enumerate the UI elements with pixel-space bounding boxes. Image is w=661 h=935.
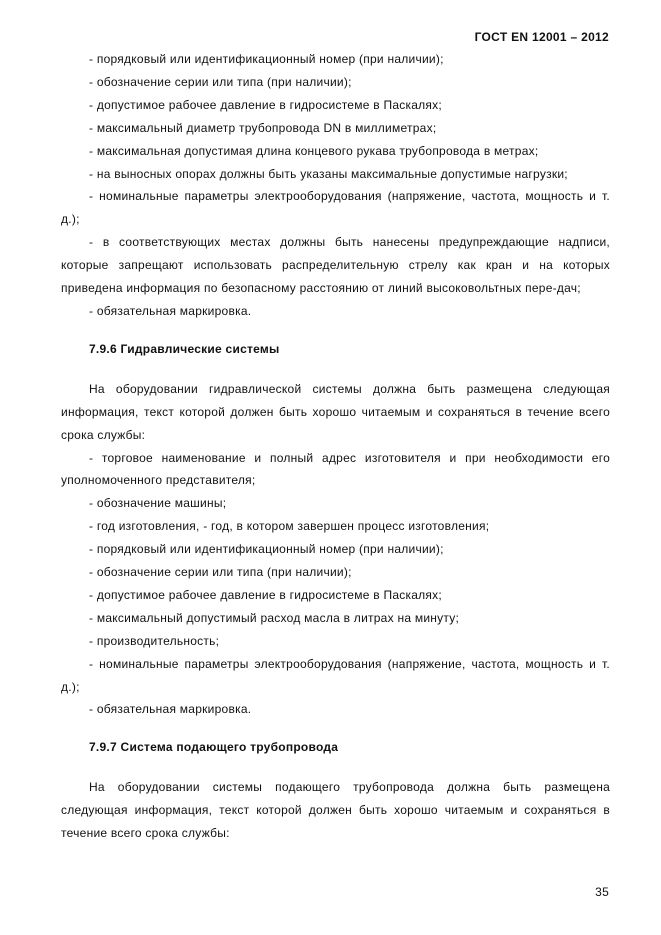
list-item: - на выносных опорах должны быть указаны максимальные допустимые нагрузки; bbox=[89, 166, 568, 181]
list-item: - допустимое рабочее давление в гидросистеме в Паскалях; bbox=[89, 97, 443, 112]
list-item-warning-signs: - в соответствующих местах должны быть нанесены предупреждающие надписи, которые запрещают использовать распределительную стрелу как кран и на которых приведена информация по безопасному расстоянию от линий высоковольтных пере-дач; bbox=[61, 235, 610, 296]
page-number: 35 bbox=[595, 885, 609, 899]
list-item: - производительность; bbox=[89, 633, 220, 648]
list-item-marking: - обязательная маркировка. bbox=[89, 303, 252, 318]
list-item: - порядковый или идентификационный номер (при наличии); bbox=[89, 52, 444, 66]
list-item: - максимальный диаметр трубопровода DN в миллиметрах; bbox=[89, 120, 437, 135]
list-item: - максимальная допустимая длина концевого рукава трубопровода в метрах; bbox=[89, 143, 539, 158]
section-heading-7-9-6: 7.9.6 Гидравлические системы bbox=[89, 341, 280, 356]
section-intro-paragraph: На оборудовании системы подающего трубопровода должна быть размещена следующая информация, текст которой должен быть хорошо читаемым и сохраняться в течение всего срока службы: bbox=[61, 780, 610, 841]
list-item: - обозначение машины; bbox=[89, 496, 227, 511]
document-code: ГОСТ EN 12001 – 2012 bbox=[474, 30, 609, 44]
page-body bbox=[61, 48, 610, 845]
list-item-electrical-params: - номинальные параметры электрооборудования (напряжение, частота, мощность и т. д.); bbox=[61, 656, 610, 694]
list-item-manufacturer: - торговое наименование и полный адрес изготовителя и при необходимости его уполномоченного представителя; bbox=[61, 450, 610, 488]
list-item: - обозначение серии или типа (при наличии); bbox=[89, 565, 352, 580]
list-item: - порядковый или идентификационный номер (при наличии); bbox=[89, 542, 444, 557]
section-heading-7-9-7: 7.9.7 Система подающего трубопровода bbox=[89, 740, 339, 755]
list-item: - год изготовления, - год, в котором завершен процесс изготовления; bbox=[89, 519, 490, 534]
list-item-marking: - обязательная маркировка. bbox=[89, 702, 252, 717]
section-intro-paragraph: На оборудовании гидравлической системы должна быть размещена следующая информация, текст которой должен быть хорошо читаемым и сохраняться в течение всего срока службы: bbox=[61, 381, 610, 442]
list-item: - обозначение серии или типа (при наличии); bbox=[89, 74, 352, 89]
list-item: - максимальный допустимый расход масла в литрах на минуту; bbox=[89, 610, 460, 625]
list-item: - допустимое рабочее давление в гидросистеме в Паскалях; bbox=[89, 587, 443, 602]
list-item-electrical-params: - номинальные параметры электрооборудования (напряжение, частота, мощность и т. д.); bbox=[61, 189, 610, 227]
